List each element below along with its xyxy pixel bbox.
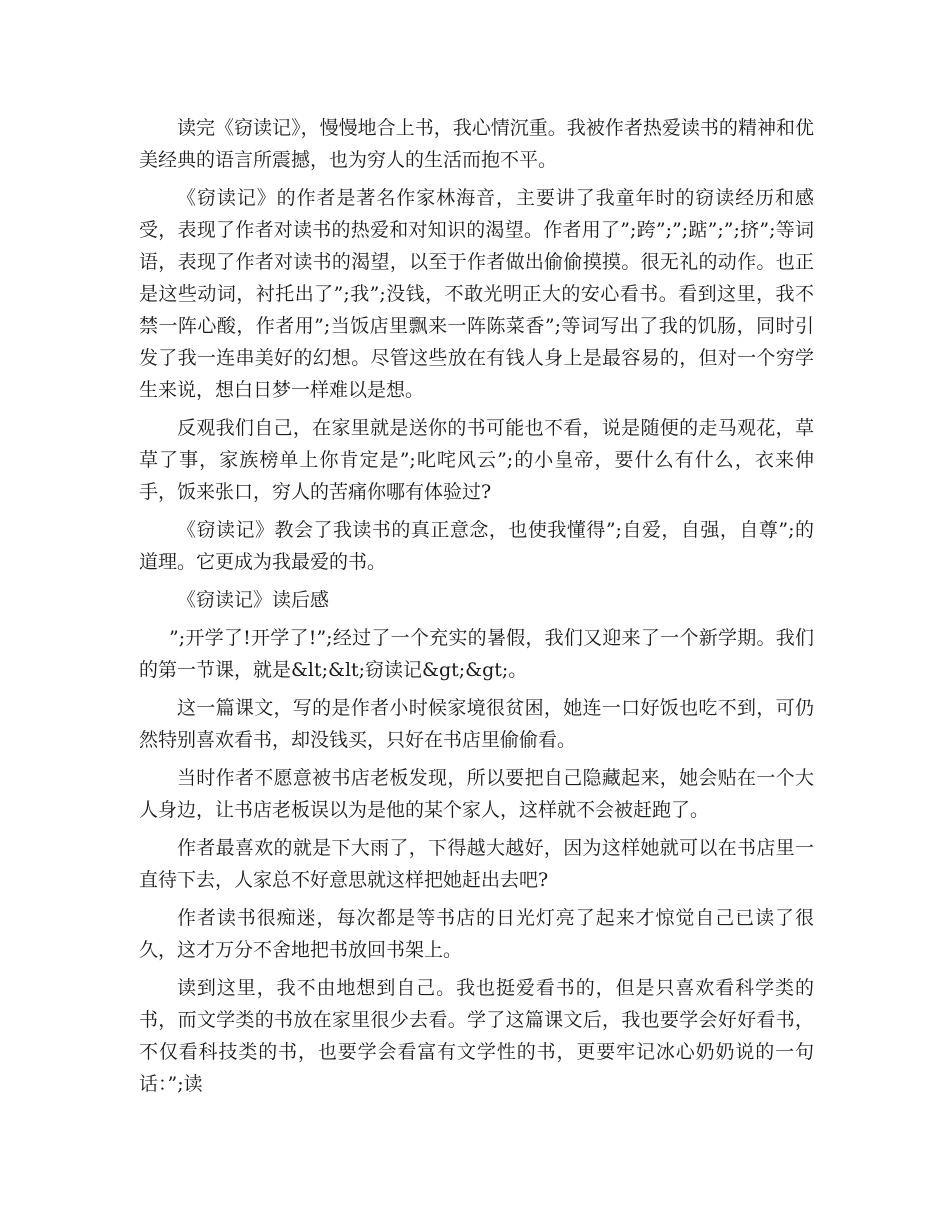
paragraph-3: 反观我们自己，在家里就是送你的书可能也不看，说是随便的走马观花，草草了事，家族榜单上你肯定是”;叱咤风云”;的小皇帝，要什么有什么，衣来伸手，饭来张口，穷人的苦痛你哪有体验过? [139, 417, 814, 503]
paragraph-1: 读完《窃读记》，慢慢地合上书，我心情沉重。我被作者热爱读书的精神和优美经典的语言所震撼，也为穷人的生活而抱不平。 [139, 117, 814, 171]
paragraph-4: 《窃读记》教会了我读书的真正意念，也使我懂得”;自爱，自强，自尊”;的道理。它更成为我最爱的书。 [139, 519, 814, 573]
paragraph-10: 读到这里，我不由地想到自己。我也挺爱看书的，但是只喜欢看科学类的书，而文学类的书放在家里很少去看。学了这篇课文后，我也要学会好好看书，不仅看科技类的书，也要学会看富有文学性的书，更要牢记冰心奶奶说的一句话：”;读 [139, 977, 814, 1095]
paragraph-5: ”;开学了!开学了!”;经过了一个充实的暑假，我们又迎来了一个新学期。我们的第一节课，就是&lt;&lt;窃读记&gt;&gt;。 [139, 627, 814, 681]
paragraph-8: 作者最喜欢的就是下大雨了，下得越大越好，因为这样她就可以在书店里一直待下去，人家总不好意思就这样把她赶出去吧? [139, 837, 814, 891]
paragraph-2: 《窃读记》的作者是著名作家林海音，主要讲了我童年时的窃读经历和感受，表现了作者对读书的热爱和对知识的渴望。作者用了”;跨”;”;踮”;”;挤”;等词语，表现了作者对读书的渴望，以至于作者做出偷偷摸摸。很无礼的动作。也正是这些动词，衬托出了”;我”;没钱，不敢光明正大的安心看书。看到这里，我不禁一阵心酸，作者用”;当饭店里飘来一阵陈菜香”;等词写出了我的饥肠，同时引发了我一连串美好的幻想。尽管这些放在有钱人身上是最容易的，但对一个穷学生来说，想白日梦一样难以是想。 [139, 187, 814, 401]
section-heading: 《窃读记》读后感 [177, 589, 330, 611]
paragraph-9: 作者读书很痴迷，每次都是等书店的日光灯亮了起来才惊觉自己已读了很久，这才万分不舍地把书放回书架上。 [139, 907, 814, 961]
paragraph-7: 当时作者不愿意被书店老板发现，所以要把自己隐藏起来，她会贴在一个大人身边，让书店老板误以为是他的某个家人，这样就不会被赶跑了。 [139, 767, 814, 821]
paragraph-6: 这一篇课文，写的是作者小时候家境很贫困，她连一口好饭也吃不到，可仍然特别喜欢看书，却没钱买，只好在书店里偷偷看。 [139, 697, 814, 751]
document-body [139, 112, 814, 1106]
